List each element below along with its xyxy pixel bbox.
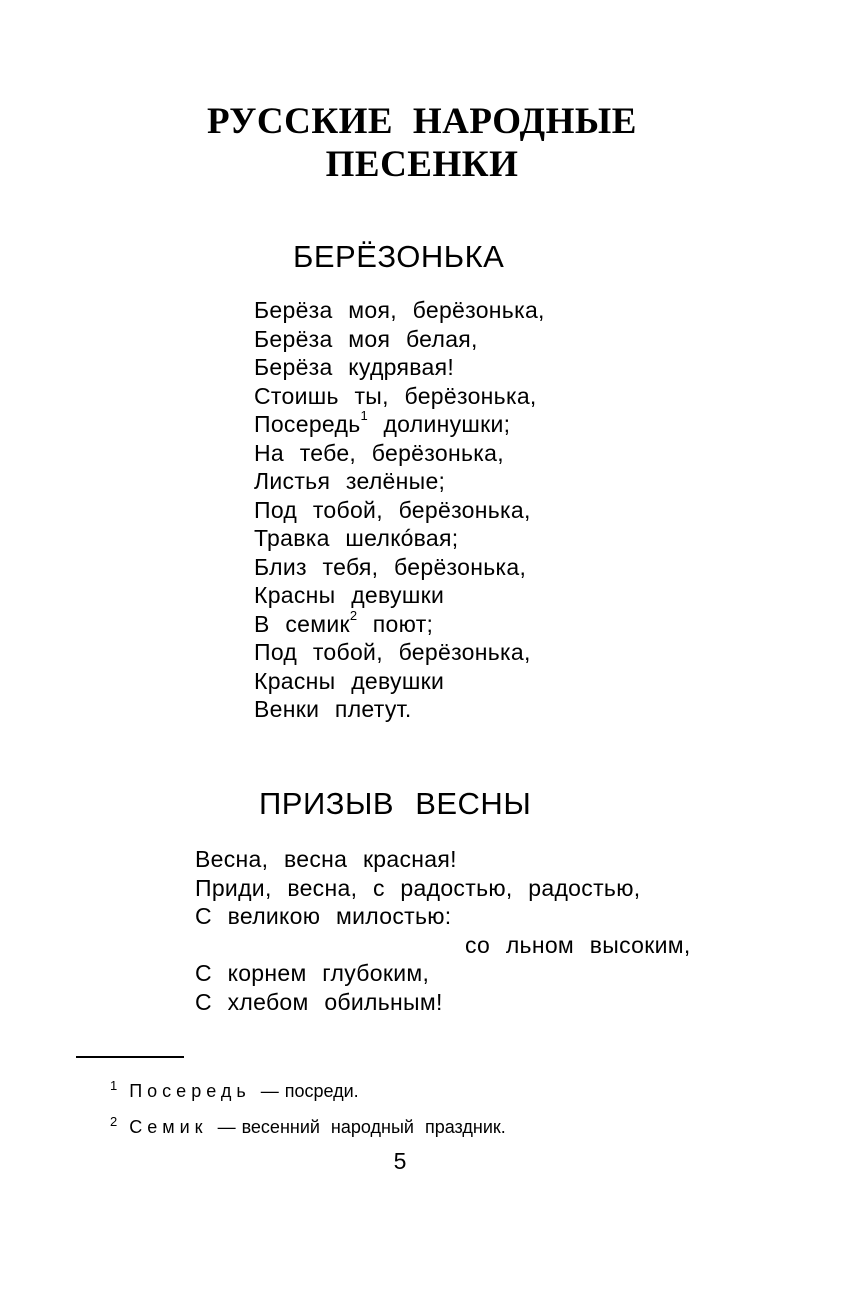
verse-line: Листья зелёные; — [254, 468, 446, 494]
footnote-ref-2: 2 — [349, 607, 358, 623]
footnote-mark: 2 — [110, 1114, 118, 1129]
section-title-line-1: РУССКИЕ НАРОДНЫЕ — [207, 101, 637, 142]
poem-title-berezonka: БЕРЁЗОНЬКА — [293, 239, 505, 274]
verse-line: Берёза моя белая, — [254, 325, 478, 352]
footnote-term: Семик — [129, 1117, 208, 1137]
verse-line: Берёза моя, берёзонька, — [254, 297, 545, 323]
poem-berezonka-verse — [254, 296, 545, 724]
verse-line: С великою милостью: — [195, 903, 452, 929]
verse-line: Приди, весна, с радостью, радостью, — [195, 874, 641, 901]
footnote-definition: весенний народный праздник. — [241, 1117, 506, 1137]
verse-line — [254, 607, 545, 639]
verse-line: Берёза кудрявая! — [254, 354, 455, 380]
verse-line: Красны девушки — [254, 667, 445, 694]
verse-line: Под тобой, берёзонька, — [254, 639, 531, 665]
verse-line: Под тобой, берёзонька, — [254, 496, 531, 523]
verse-line: Красны девушки — [254, 582, 445, 608]
verse-word: долинушки; — [383, 411, 511, 437]
footnote-term: Посередь — [129, 1081, 251, 1101]
verse-line: Близ тебя, берёзонька, — [254, 553, 527, 580]
verse-line: Травка шелкóвая; — [254, 525, 459, 551]
verse-line: С хлебом обильным! — [195, 988, 443, 1015]
footnote-ref-1: 1 — [360, 408, 368, 424]
section-title-line-2: ПЕСЕНКИ — [325, 144, 519, 185]
footnotes — [110, 1070, 506, 1142]
verse-line: со льном высоким, — [465, 931, 691, 958]
verse-line: На тебе, берёзонька, — [254, 439, 504, 466]
verse-word: Посередь — [254, 411, 361, 437]
poem-title-prizyv-vesny: ПРИЗЫВ ВЕСНЫ — [259, 786, 532, 821]
verse-line — [254, 410, 545, 439]
footnote-definition: посреди. — [284, 1081, 359, 1101]
footnote-1 — [110, 1070, 506, 1106]
poem-prizyv-vesny-verse — [195, 845, 691, 1016]
verse-line: Венки плетут. — [254, 696, 412, 722]
footnote-dash: — — [260, 1081, 279, 1101]
verse-word: В семик — [254, 610, 350, 637]
footnote-mark: 1 — [110, 1078, 118, 1093]
verse-line: Стоишь ты, берёзонька, — [254, 382, 537, 409]
footnote-dash: — — [217, 1117, 236, 1137]
footnote-divider — [76, 1056, 184, 1058]
verse-line: Весна, весна красная! — [195, 846, 457, 872]
page-number: 5 — [393, 1148, 407, 1174]
verse-line: С корнем глубоким, — [195, 960, 430, 986]
verse-word: поют; — [372, 610, 434, 637]
footnote-2 — [110, 1106, 506, 1142]
